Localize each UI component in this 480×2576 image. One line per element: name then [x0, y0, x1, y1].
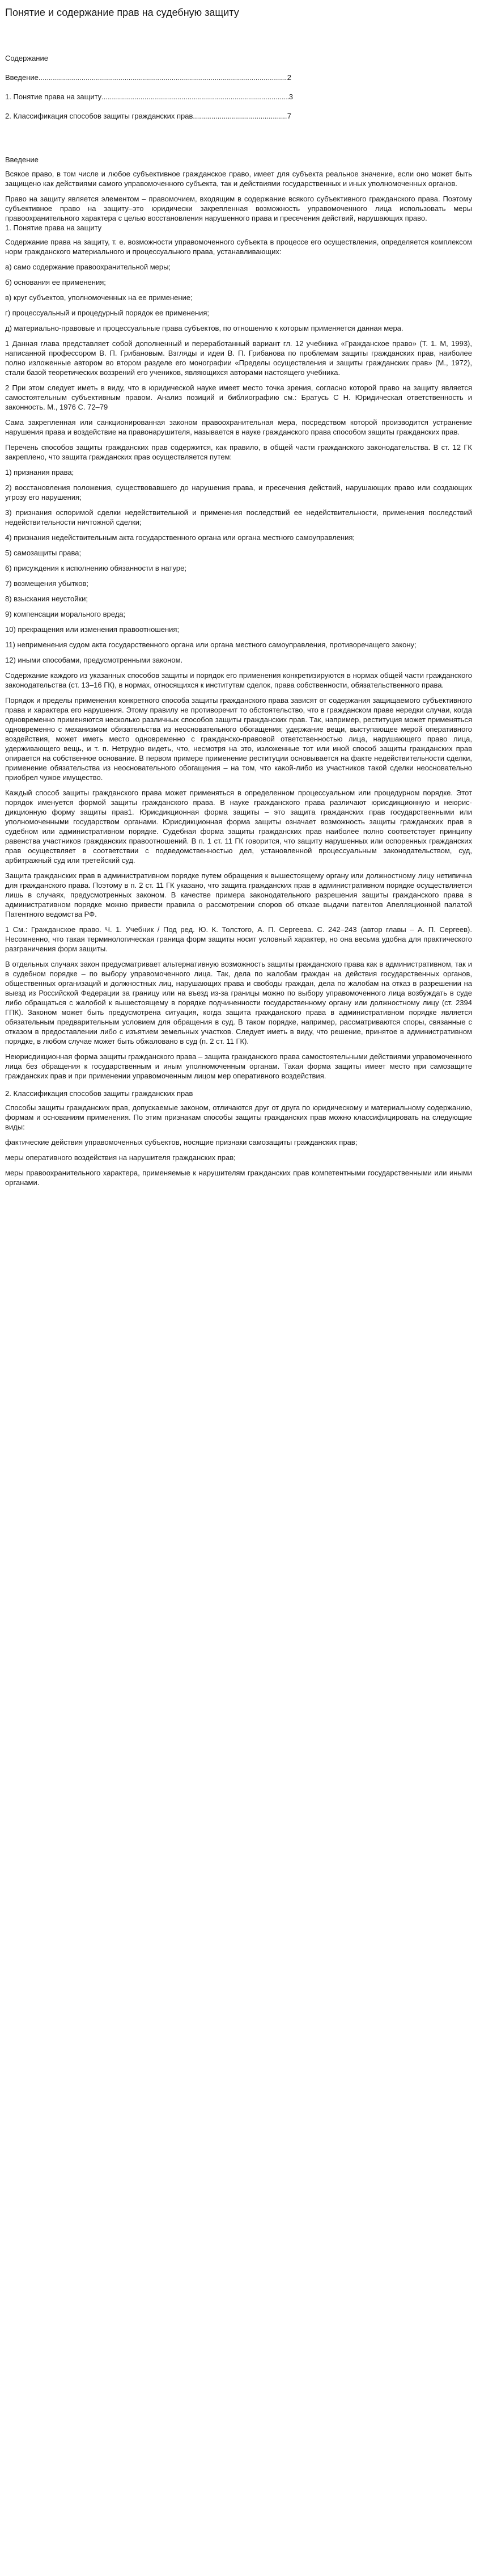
list-item: 11) неприменения судом акта государственного органа или органа местного самоуправления, противоречащего закону;	[5, 640, 417, 649]
footnote: 1 См.: Гражданское право. Ч. 1. Учебник / Под ред. Ю. К. Толстого, А. П. Сергеева. С. 242–243 (автор главы – А. П. Сергеев). Несомненно, что такая терминологическая граница форм защиты носит условный характер, но она весьма удобна для практического разграничения форм защиты.	[5, 925, 472, 953]
list-item: а) само содержание правоохранительной меры;	[5, 263, 171, 271]
list-item: 9) компенсации морального вреда;	[5, 610, 126, 618]
toc-item-page: 3	[288, 92, 293, 101]
document-page	[0, 0, 480, 1187]
intro-heading: Введение	[5, 155, 39, 164]
paragraph: Каждый способ защиты гражданского права может применяться в определенном процессуальном или процедурном порядке. Этот порядок именуется формой защиты гражданского права. В науке гражданского права различают юрисдикционную и неюрис-дикционную форму защиты прав1. Юрисдикционная форма защиты – это защита гражданских прав государственными или уполномоченными государством органами. Юрисдикционная форма защиты означает возможность защиты гражданских прав в судебном или административном порядке. Судебная форма защиты гражданских прав наиболее полно соответствует принципу равенства участников гражданских правоотношений. В п. 1 ст. 11 ГК говорится, что защиту нарушенных или оспоренных гражданских прав осуществляет в соответствии с подведомственностью дел, установленной процессуальным законодательством, суд, арбитражный суд или третейский суд.	[5, 789, 472, 865]
footnote: 2 При этом следует иметь в виду, что в юридической науке имеет место точка зрения, согласно которой право на защиту является самостоятельным субъективным правом. Анализ позиций и библиографию см.: Братусь С Н. Юридическая ответственность и законность. М., 1976 С. 72–79	[5, 383, 472, 411]
list-item: 12) иными способами, предусмотренными законом.	[5, 656, 183, 664]
table-of-contents	[5, 53, 472, 121]
toc-item-label: 1. Понятие права на защиту	[5, 92, 102, 101]
list-item: 4) признания недействительным акта государственного органа или органа местного самоуправления;	[5, 533, 355, 542]
paragraph: Способы защиты гражданских прав, допускаемые законом, отличаются друг от друга по юридическому и материальному содержанию, формам и основаниям применения. По этим признакам способы защиты гражданских прав можно классифицировать на следующие виды:	[5, 1103, 472, 1131]
list-item: 2) восстановления положения, существовавшего до нарушения права, и пресечения действий, нарушающих право или создающих угрозу его нарушения;	[5, 483, 472, 501]
toc-item-page: 2	[287, 73, 291, 82]
toc-item-section-1[interactable]	[5, 92, 293, 102]
section-1-heading: 1. Понятие права на защиту	[5, 224, 102, 232]
document-title: Понятие и содержание прав на судебную защиту	[5, 7, 239, 18]
paragraph: Содержание каждого из указанных способов защиты и порядок его применения конкретизируются в нормах общей части гражданского законодательства (ст. 13–16 ГК), в нормах, относящихся к институтам сделок, права собственности, обязательственного права.	[5, 671, 472, 689]
list-item: д) материально-правовые и процессуальные права субъектов, по отношению к которым применяется данная мера.	[5, 324, 403, 332]
paragraph: Защита гражданских прав в административном порядке путем обращения к вышестоящему органу или должностному лицу нетипична для гражданского права. Поэтому в п. 2 ст. 11 ГК указано, что защита гражданских прав в административном порядке осуществляется лишь в случаях, предусмотренных законом. В качестве примера законодательного разрешения защиты гражданского права в административном порядке можно привести правила о рассмотрении споров об отказе выдачи патентов Апелляционной палатой Патентного ведомства РФ.	[5, 871, 472, 918]
toc-leader	[39, 73, 287, 82]
paragraph: Всякое право, в том числе и любое субъективное гражданское право, имеет для субъекта реальное значение, если оно может быть защищено как действиями самого управомоченного субъекта, так и действиями государственных и иных уполномоченных органов.	[5, 170, 472, 188]
list-item: 1) признания права;	[5, 468, 74, 477]
list-item: 5) самозащиты права;	[5, 549, 82, 557]
paragraph: Неюрисдикционная форма защиты гражданского права – защита гражданского права самостоятельными действиями управомоченного лица без обращения к государственным и иным уполномоченным органам. Такая форма защиты имеет место при самозащите гражданских прав и при применении управомоченным лицом мер оперативного воздействия.	[5, 1052, 472, 1080]
paragraph: В отдельных случаях закон предусматривает альтернативную возможность защиты гражданского права как в административном, так и в судебном порядке – по выбору управомоченного лица. Так, дела по жалобам граждан на действия государственных органов, общественных организаций и должностных лиц, нарушающих права и свободы граждан, дела по жалобам на отказ в разрешении на выезд из Российской Федерации за границу или на въезд из-за границы можно по выбору управомоченного лица возбуждать в суде либо обращаться с жалобой к вышестоящему в порядке подчиненности государственному органу или должностному лицу (ст. 2394 ГПК). Законом может быть предусмотрена ситуация, когда защита гражданского права в административном порядке является обязательным предварительным условием для обращения в суд. В таком порядке, например, рассматриваются споры, связанные с отказом в предоставлении либо с изъятием земельных участков. Следует иметь в виду, что решение, принятое в административном порядке, в любом случае может быть обжаловано в суд (п. 2 ст. 11 ГК).	[5, 960, 472, 1045]
toc-item-label: 2. Классификация способов защиты гражданских прав	[5, 112, 193, 120]
paragraph: Перечень способов защиты гражданских прав содержится, как правило, в общей части гражданского законодательства. В ст. 12 ГК закреплено, что защита гражданских прав осуществляется путем:	[5, 443, 472, 461]
toc-leader	[101, 92, 289, 102]
list-item: 8) взыскания неустойки;	[5, 595, 88, 603]
toc-item-label: Введение	[5, 73, 39, 82]
list-item: фактические действия управомоченных субъектов, носящие признаки самозащиты гражданских прав;	[5, 1138, 358, 1146]
list-item: б) основания ее применения;	[5, 278, 106, 286]
list-item: 10) прекращения или изменения правоотношения;	[5, 625, 180, 634]
footnote: 1 Данная глава представляет собой дополненный и переработанный вариант гл. 12 учебника «Гражданское право» (Т. 1. М, 1993), написанной профессором В. П. Грибановым. Взгляды и идеи В. П. Грибанова по проблемам защиты гражданских прав, наиболее полно изложенные автором во втором разделе его монографии «Пределы осуществления и защиты гражданских прав» (М., 1972), стали базой теоретических воззрений его учеников, являющихся авторами настоящего учебника.	[5, 339, 472, 377]
list-item: 7) возмещения убытков;	[5, 579, 88, 588]
paragraph: Содержание права на защиту, т. е. возможности управомоченного субъекта в процессе его осуществления, определяется комплексом норм гражданского материального и процессуального права, устанавливающих:	[5, 238, 472, 256]
toc-item-page: 7	[287, 112, 291, 120]
section-2-heading: 2. Классификация способов защиты гражданских прав	[5, 1089, 193, 1098]
toc-item-intro[interactable]	[5, 73, 291, 82]
list-item: в) круг субъектов, уполномоченных на ее применение;	[5, 293, 193, 302]
list-item: меры правоохранительного характера, применяемые к нарушителям гражданских прав компетентными государственными или иными органами.	[5, 1169, 472, 1187]
paragraph: Право на защиту является элементом – правомочием, входящим в содержание всякого субъективного гражданского права. Поэтому субъективное право на защиту–это юридически закрепленная возможность управомоченного лица использовать меры правоохранительного характера с целью восстановления нарушенного права и пресечения действий, нарушающих право.	[5, 195, 472, 222]
toc-item-section-2[interactable]	[5, 111, 291, 121]
list-item: меры оперативного воздействия на нарушителя гражданских прав;	[5, 1153, 236, 1162]
paragraph: Порядок и пределы применения конкретного способа защиты гражданского права зависят от содержания защищаемого субъективного права и характера его нарушения. Этому правилу не противоречит то обстоятельство, что в гражданском праве нередки случаи, когда одновременно применяются несколько различных способов защиты гражданских прав. Так, например, реституция может применяться одновременно с механизмом обязательства из неосновательного обогащения; удержание вещи, выступающее мерой оперативного воздействия, может иметь место одновременно с гражданско-правовой ответственностью лица, нарушающего право лица, удерживающего вещь, и т. п. Нетрудно видеть, что, несмотря на это, изложенные тот или иной способ защиты гражданских прав опирается на собственное основание. В первом примере применение реституции основывается на факте недействительности сделки, применение обязательства из неосновательного обогащения – на том, что какой-либо из участников такой сделки неосновательно приобрел чужое имущество.	[5, 696, 472, 782]
list-item: 6) присуждения к исполнению обязанности в натуре;	[5, 564, 186, 572]
paragraph: Сама закрепленная или санкционированная законом правоохранительная мера, посредством которой производится устранение нарушения права и воздействие на правонарушителя, называется в науке гражданского права способом защиты гражданских прав.	[5, 418, 472, 436]
toc-heading: Содержание	[5, 54, 48, 62]
list-item: 3) признания оспоримой сделки недействительной и применения последствий ее недействительности, применения последствий недействительности ничтожной сделки;	[5, 508, 472, 526]
toc-leader	[193, 111, 287, 121]
list-item: г) процессуальный и процедурный порядок ее применения;	[5, 309, 210, 317]
